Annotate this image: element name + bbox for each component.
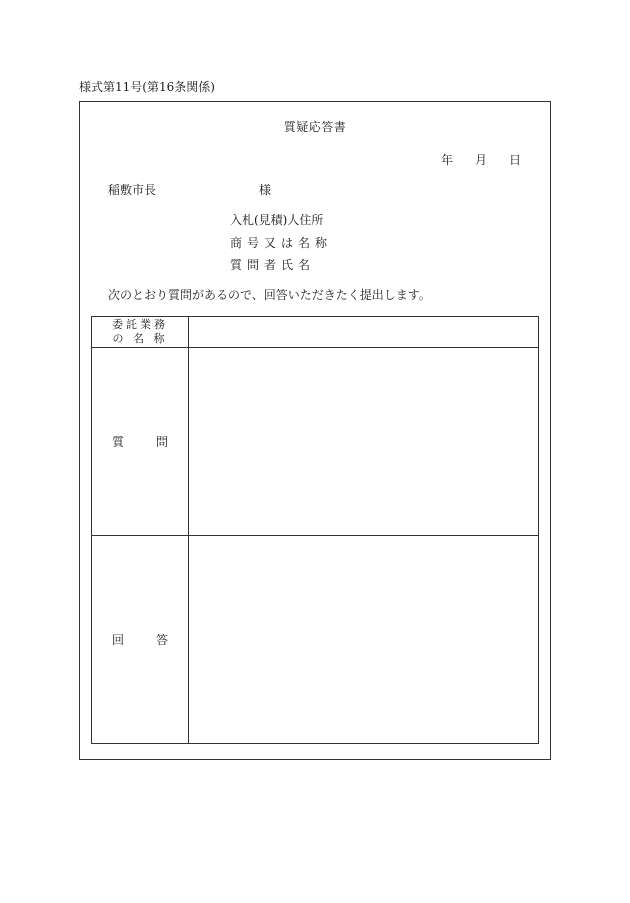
- qa-table: [91, 316, 539, 744]
- document-title: 質疑応答書: [283, 120, 347, 134]
- answer-label-2: 答: [155, 633, 168, 647]
- addressee-honorific: 様: [259, 183, 272, 197]
- work-name-value-cell[interactable]: [189, 317, 539, 348]
- applicant-company-label: 商号又は名称: [230, 236, 333, 250]
- answer-label-cell: [92, 536, 189, 744]
- form-number: 様式第11号(第16条関係): [79, 80, 215, 94]
- work-name-label-cell: [92, 317, 189, 348]
- date-year-label: 年: [440, 153, 453, 167]
- question-value-cell[interactable]: [189, 348, 539, 536]
- answer-value-cell[interactable]: [189, 536, 539, 744]
- applicant-questioner-label: 質問者氏名: [230, 258, 316, 272]
- table-row-question: [92, 348, 539, 536]
- table-row-answer: [92, 536, 539, 744]
- date-day-label: 日: [508, 153, 521, 167]
- table-row-work-name: [92, 317, 539, 348]
- question-label-2: 問: [155, 435, 168, 449]
- date-line: [441, 151, 521, 168]
- date-month-label: 月: [474, 153, 487, 167]
- question-label-1: 質: [112, 435, 125, 449]
- question-label-cell: [92, 348, 189, 536]
- applicant-address-label: 入札(見積)人住所: [230, 213, 324, 227]
- intro-text: 次のとおり質問があるので、回答いただきたく提出します。: [108, 288, 431, 302]
- work-name-label-line2: の 名 称: [112, 332, 168, 345]
- answer-label-1: 回: [112, 633, 125, 647]
- work-name-label-line1: 委託業務: [112, 318, 168, 331]
- addressee-name: 稲敷市長: [108, 183, 157, 197]
